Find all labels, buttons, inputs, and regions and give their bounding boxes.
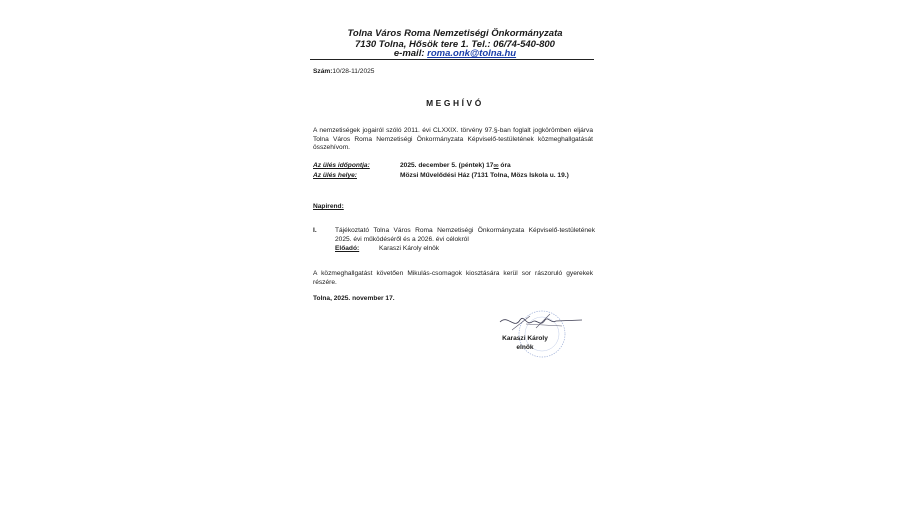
header-divider: [310, 59, 594, 60]
signer-role: elnök: [516, 344, 534, 351]
document-page: [270, 0, 650, 520]
presenter-label: Előadó:: [335, 245, 360, 252]
meeting-time-suffix: óra: [498, 162, 511, 169]
org-email-line: [270, 48, 640, 59]
meeting-time-value: [400, 162, 511, 171]
meeting-time-sup: 00: [493, 163, 499, 168]
reference-label: Szám:: [313, 68, 333, 75]
agenda-item-number: I.: [313, 227, 317, 234]
reference-value: 10/28-11/2025: [332, 68, 375, 75]
date-line: Tolna, 2025. november 17.: [313, 295, 395, 302]
meeting-time-main: 2025. december 5. (péntek) 17: [400, 162, 494, 169]
agenda-heading: Napirend:: [313, 203, 344, 210]
meeting-place-value: Mözsi Művelődési Ház (7131 Tolna, Mözs Iskola u. 19.): [400, 172, 569, 179]
email-link[interactable]: roma.onk@tolna.hu: [427, 48, 517, 59]
closing-note: A közmeghallgatást követően Mikulás-csomagok kiosztására kerül sor rászoruló gyerekek részére.: [313, 270, 593, 286]
meeting-place-label: Az ülés helye:: [313, 172, 357, 179]
reference-number: [313, 68, 374, 77]
signer-name: Karaszi Károly: [502, 335, 548, 342]
intro-paragraph: A nemzetiségek jogairól szóló 2011. évi CLXXIX. törvény 97.§-ban foglalt jogkörömben eljárva Tolna Város Roma Nemzetiségi Önkormányzata Képviselő-testületének közmeghallgatását összehívom.: [313, 127, 593, 152]
email-label: e-mail:: [393, 48, 425, 59]
document-title: MEGHÍVÓ: [426, 98, 484, 108]
meeting-time-label: Az ülés időpontja:: [313, 162, 370, 169]
org-address: 7130 Tolna, Hősök tere 1. Tel.: 06/74-540-800: [355, 39, 555, 50]
org-name: Tolna Város Roma Nemzetiségi Önkormányzata: [347, 28, 563, 39]
agenda-item-text: Tájékoztató Tolna Város Roma Nemzetiségi Önkormányzata Képviselő-testületének 2025. évi működéséről és a 2026. évi célokról: [335, 227, 595, 243]
presenter-name: Karaszi Károly elnök: [379, 245, 440, 252]
